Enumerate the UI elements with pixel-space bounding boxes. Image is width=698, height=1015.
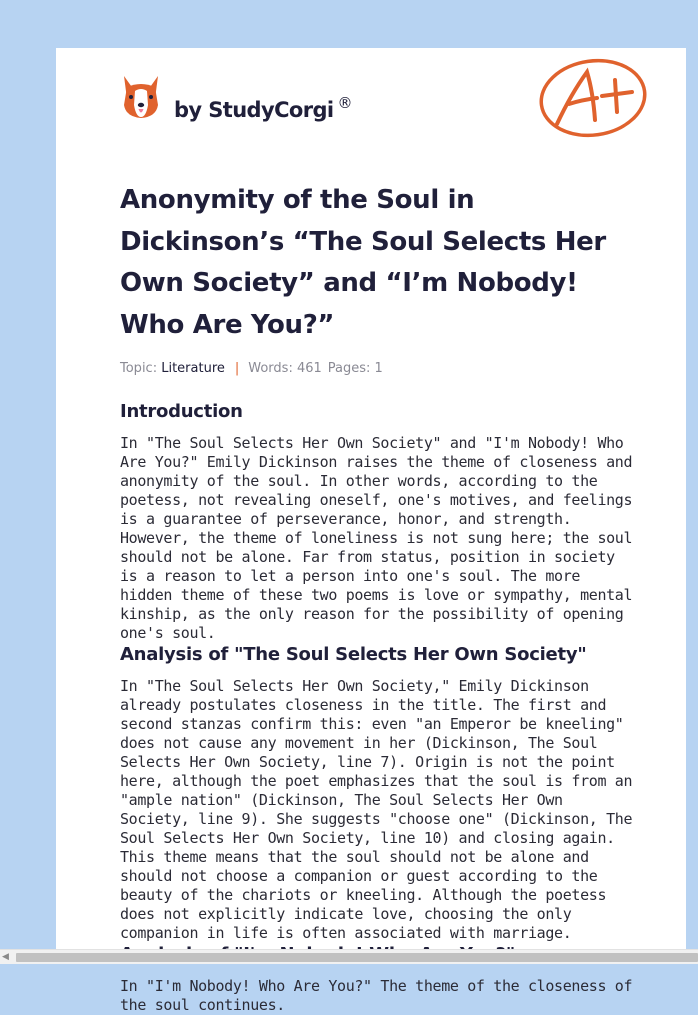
document-page <box>56 48 686 1014</box>
article <box>120 180 634 1015</box>
section-heading-soul-selects: Analysis of "The Soul Selects Her Own Society" <box>120 644 587 665</box>
section-text-soul-selects: In "The Soul Selects Her Own Society," Emily Dickinson already postulates closeness in the title. The first and second stanzas confirm this: even "an Emperor be kneeling" does not cause any movement in her (Dickinson, The Soul Selects Her Own Society, line 7). Origin is not the point here, although the poet emphasizes that the soul is from an "ample nation" (Dickinson, The Soul Selects Her Own Society, line 9). She suggests "choose one" (Dickinson, The Soul Selects Her Own Society, line 10) and closing again. This theme means that the soul should not be alone and should not choose a companion or guest according to the beauty of the chariots or kneeling. Although the poetess does not explicitly indicate love, choosing the only companion in life is often associated with marriage. <box>120 677 633 942</box>
brand-text: by StudyCorgi <box>174 98 334 122</box>
section-heading-introduction: Introduction <box>120 401 243 422</box>
brand-name[interactable] <box>174 94 352 122</box>
horizontal-scrollbar[interactable] <box>0 949 698 964</box>
header <box>56 48 686 158</box>
section-text-introduction: In "The Soul Selects Her Own Society" and "I'm Nobody! Who Are You?" Emily Dickinson raises the theme of closeness and anonymity of the soul. In other words, according to the poetess, not revealing oneself, one's motives, and feelings is a guarantee of perseverance, honor, and strength. However, the theme of loneliness is not sung here; the soul should not be alone. Far from status, position in society is a reason to let a person into one's soul. The more hidden theme of these two poems is love or sympathy, mental kinship, as the only reason for the possibility of opening one's soul. <box>120 434 633 642</box>
meta-separator: | <box>234 361 240 376</box>
article-title: Anonymity of the Soul in Dickinson’s “The Soul Selects Her Own Society” and “I’m Nobody! Who Are You?” <box>120 185 606 340</box>
topic-label: Topic: <box>120 361 158 376</box>
article-meta <box>120 361 634 376</box>
scrollbar-thumb[interactable] <box>16 953 698 962</box>
a-plus-grade-icon <box>539 58 649 140</box>
registered-mark: ® <box>337 94 352 112</box>
topic-link[interactable]: Literature <box>161 361 225 376</box>
word-count: Words: 461 <box>248 361 322 376</box>
corgi-logo-icon <box>121 75 161 121</box>
section-text-im-nobody: In "I'm Nobody! Who Are You?" The theme of the closeness of the soul continues. <box>120 977 633 1014</box>
grade-mark: A+ <box>539 58 541 59</box>
page-count: Pages: 1 <box>327 361 383 376</box>
scroll-left-arrow-icon[interactable]: ◀ <box>2 952 9 962</box>
